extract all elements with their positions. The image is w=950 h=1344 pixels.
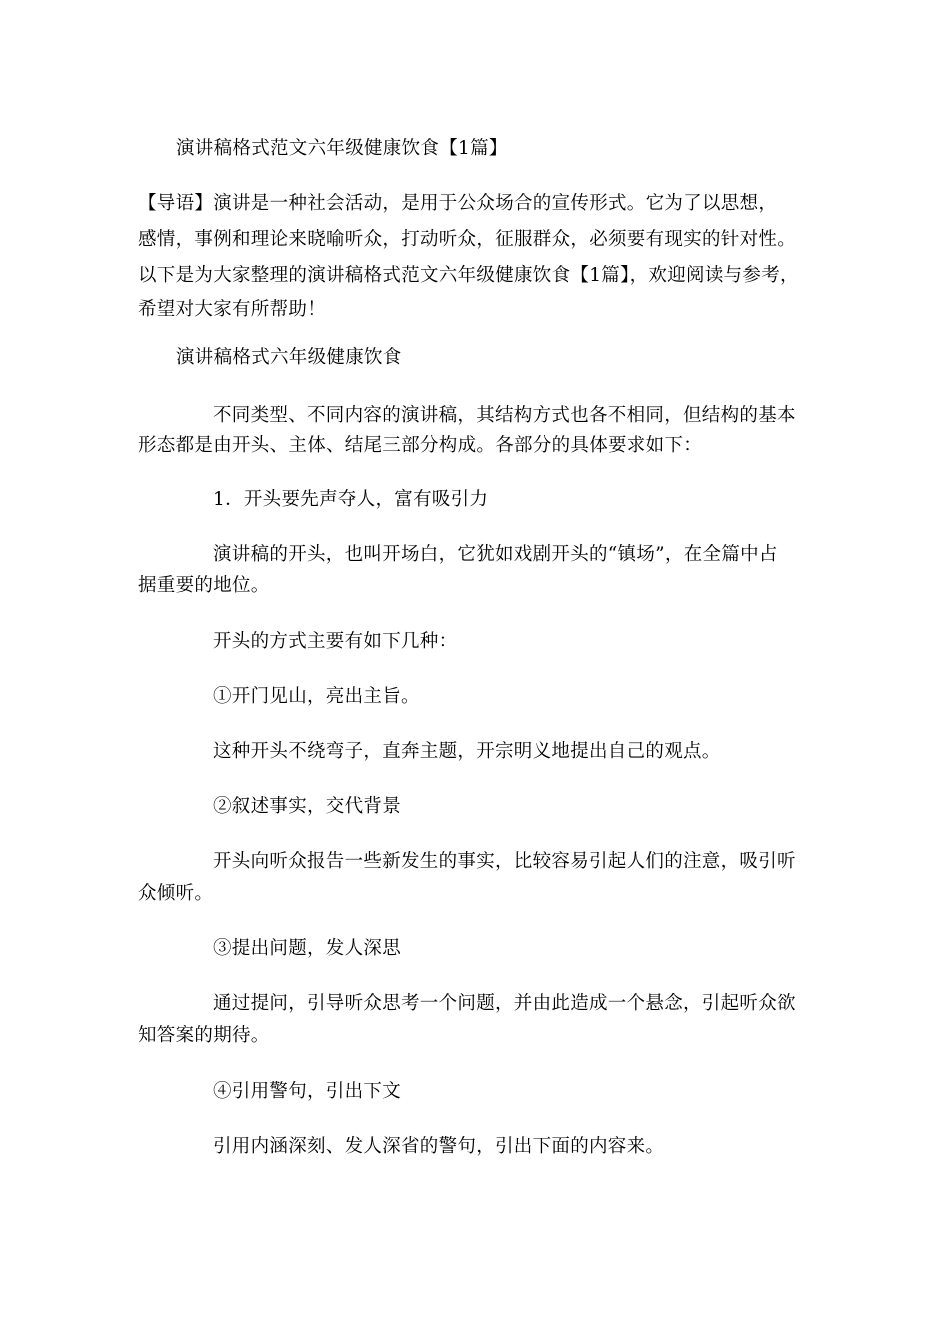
structure-para-line-2: 形态都是由开头、主体、结尾三部分构成。各部分的具体要求如下： [138,435,703,456]
methods-intro: 开头的方式主要有如下几种： [213,631,458,652]
method4-text: 引用内涵深刻、发人深省的警句，引出下面的内容来。 [213,1136,665,1157]
method3-heading: ③提出问题，发人深思 [213,938,402,959]
method1-text: 这种开头不绕弯子，直奔主题，开宗明义地提出自己的观点。 [213,741,721,762]
method1-heading: ①开门见山，亮出主旨。 [213,686,420,707]
document-subtitle: 演讲稿格式六年级健康饮食 [176,347,402,368]
method4-heading: ④引用警句，引出下文 [213,1081,402,1102]
intro-line-2: 感情，事例和理论来晓喻听众，打动听众，征服群众，必须要有现实的针对性。 [138,229,797,250]
method3-text-line-2: 知答案的期待。 [138,1025,270,1046]
structure-para-line-1: 不同类型、不同内容的演讲稿，其结构方式也各不相同，但结构的基本 [213,405,796,426]
method2-text-line-2: 众倾听。 [138,883,214,904]
intro-line-3: 以下是为大家整理的演讲稿格式范文六年级健康饮食【1篇】，欢迎阅读与参考， [138,265,799,286]
method3-text-line-1: 通过提问，引导听众思考一个问题，并由此造成一个悬念，引起听众欲 [213,993,796,1014]
document-title: 演讲稿格式范文六年级健康饮食【1篇】 [176,138,508,159]
method2-heading: ②叙述事实，交代背景 [213,796,402,817]
intro-line-1: 【导语】演讲是一种社会活动，是用于公众场合的宣传形式。它为了以思想， [138,193,778,214]
opening-para-line-2: 据重要的地位。 [138,575,270,596]
method2-text-line-1: 开头向听众报告一些新发生的事实，比较容易引起人们的注意，吸引听 [213,851,796,872]
intro-line-4: 希望对大家有所帮助！ [138,299,327,320]
section1-heading: 1．开头要先声夺人，富有吸引力 [213,489,489,510]
opening-para-line-1: 演讲稿的开头，也叫开场白，它犹如戏剧开头的“镇场”，在全篇中占 [213,544,778,565]
